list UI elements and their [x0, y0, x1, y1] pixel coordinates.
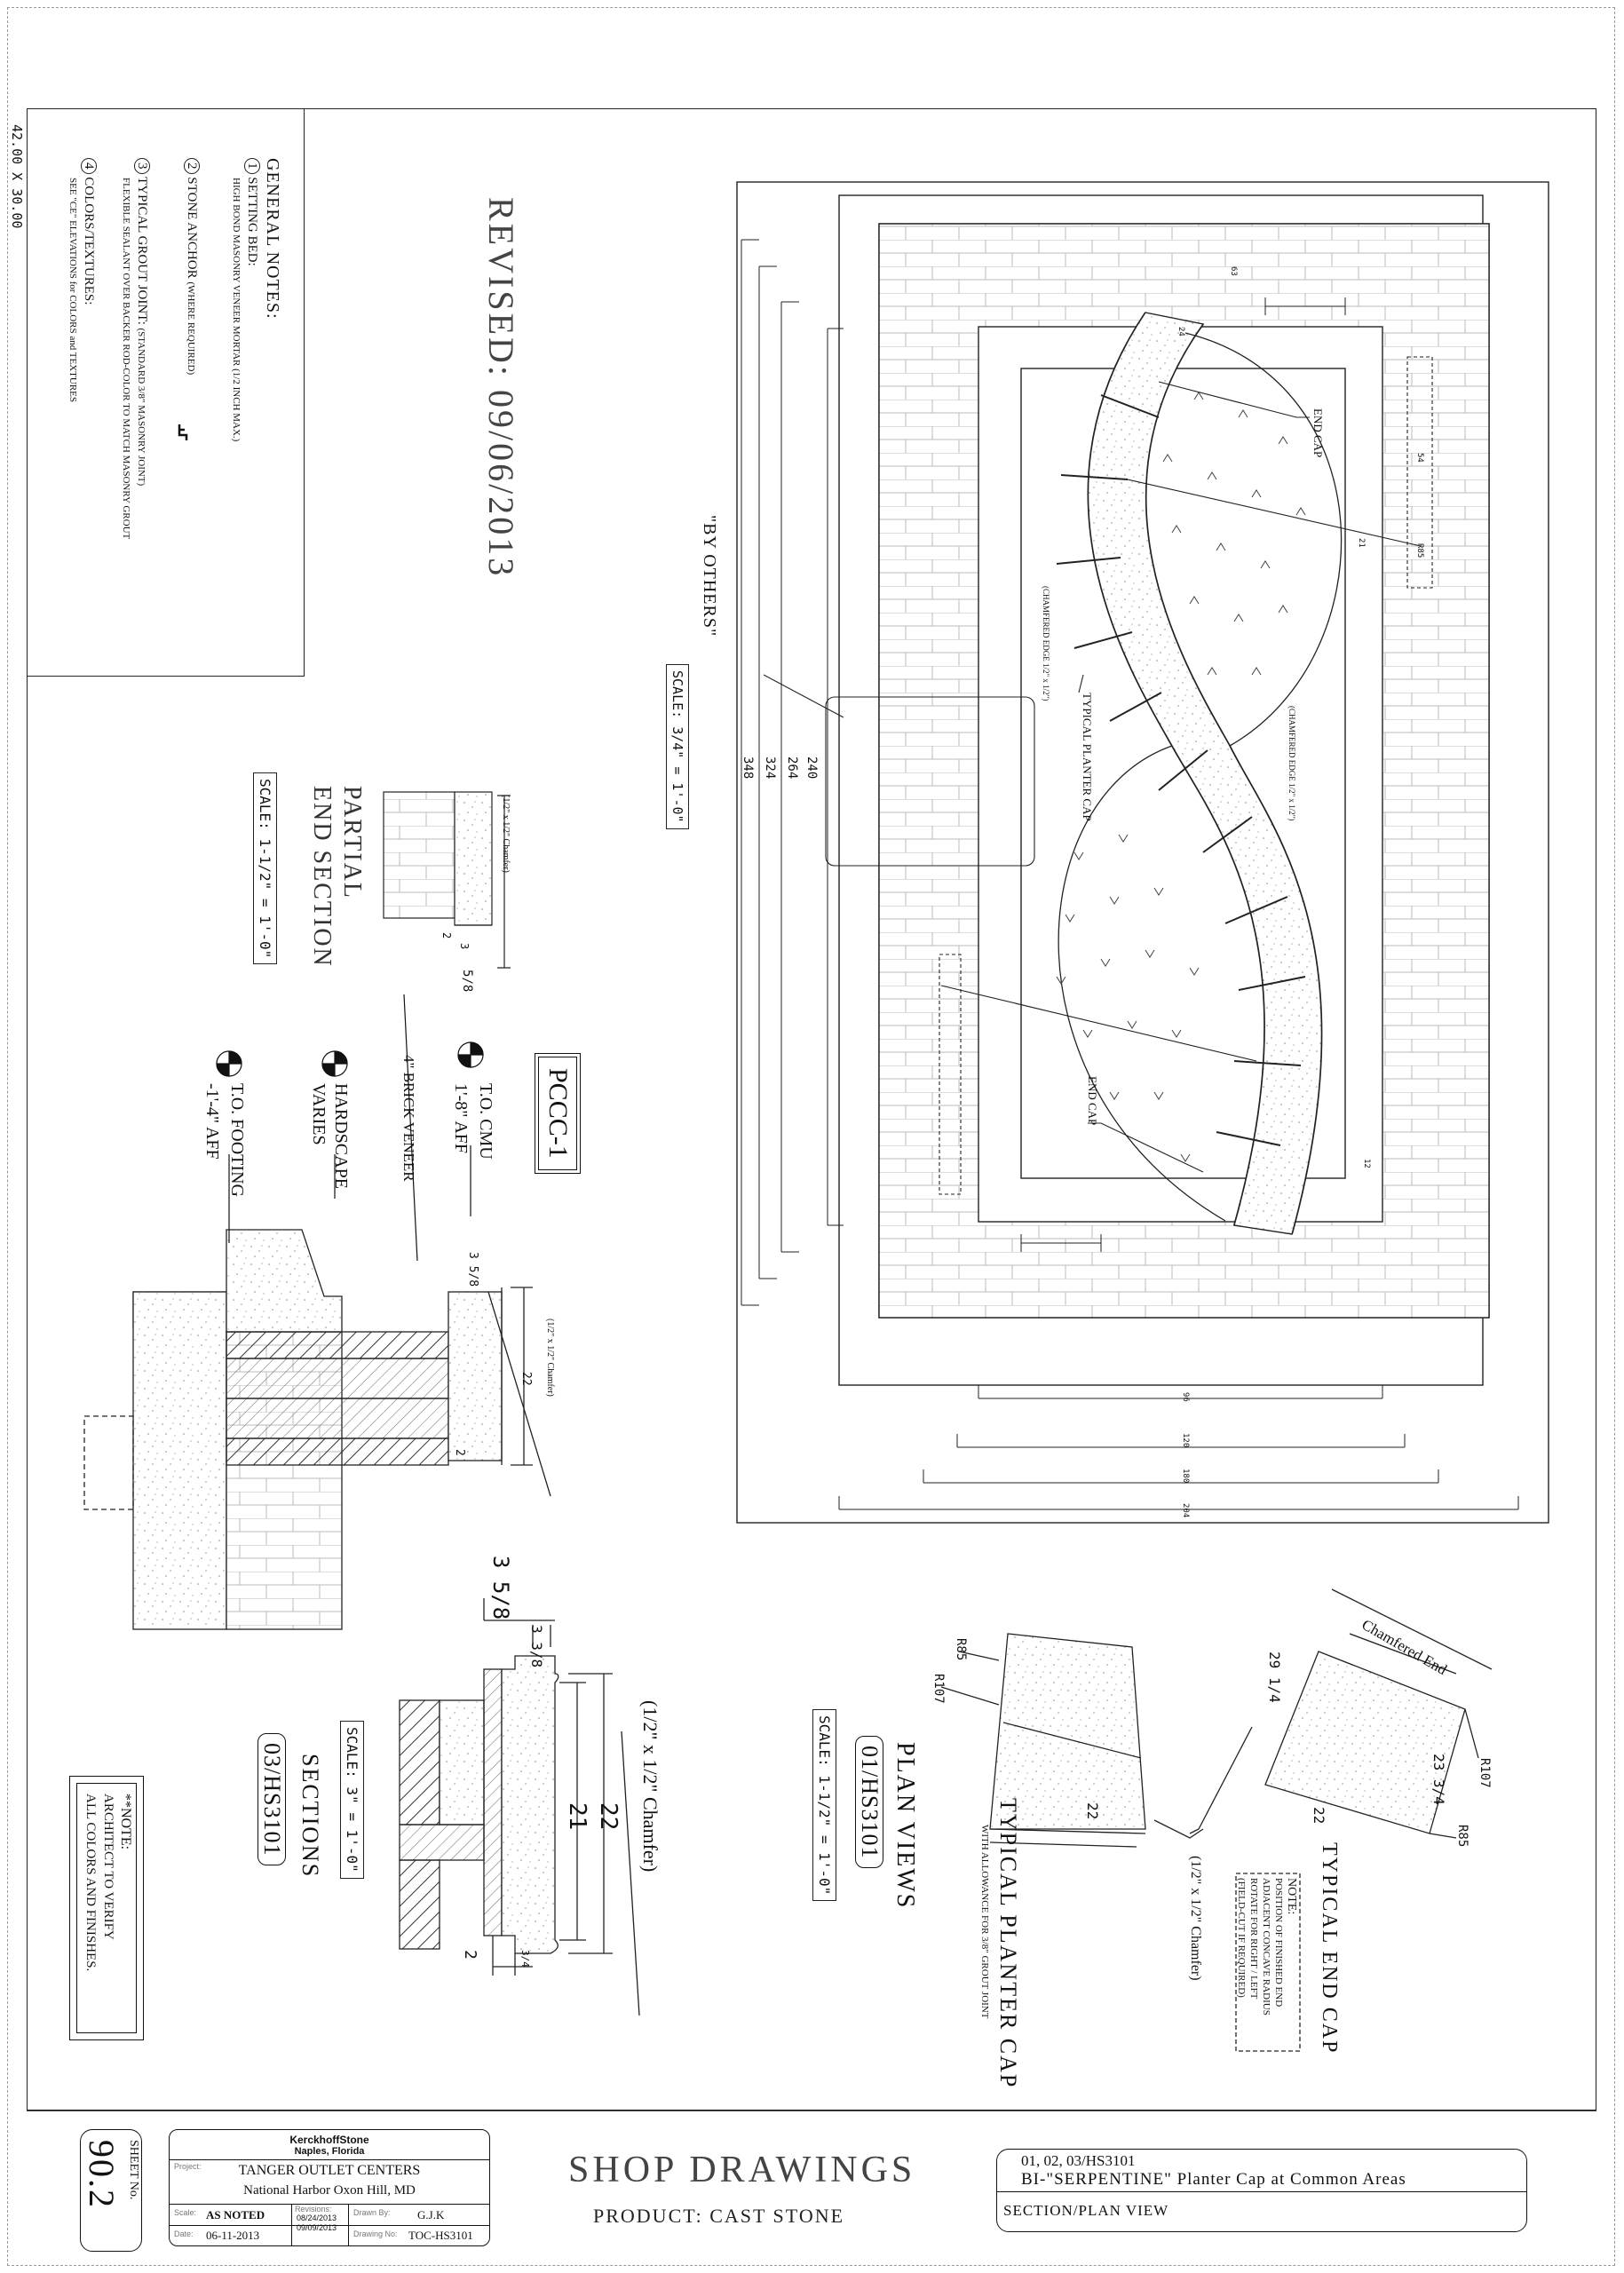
dim-r85: R85 [1415, 543, 1424, 558]
dim-180: 180 [1181, 1469, 1190, 1484]
note-4-title: COLORS/TEXTURES: [82, 177, 96, 305]
project-name: TANGER OUTLET CENTERS [238, 2163, 421, 2178]
sections-dim-3-5-8: 3 5/8 [488, 1556, 513, 1620]
company-name: KerckhoffStone [289, 2134, 369, 2146]
typical-planter-cap-label: TYPICAL PLANTER CAP [1081, 693, 1094, 821]
note-3-detail2: FLEXIBLE SEALANT OVER BACKER ROD-COLOR TO MATCH MASONRY GROUT [121, 178, 131, 540]
plan-dim-r107-b: R107 [1477, 1758, 1492, 1788]
brick-veneer-label: 4" BRICK VENEER [400, 1055, 417, 1182]
dim-348: 348 [741, 756, 755, 780]
dim-12: 12 [1362, 1159, 1371, 1168]
dim-240: 240 [804, 756, 819, 780]
end-section-scale: SCALE: 1-1/2" = 1'-0" [253, 772, 277, 964]
revision-1: 08/24/2013 [297, 2214, 337, 2222]
plan-dim-r107-a: R107 [931, 1674, 946, 1704]
note-1-detail: HIGH BOND MASONRY VENEER MORTAR (1/2 INCH MAX.) [231, 178, 242, 442]
sheet-number: 90.2 [82, 2140, 122, 2209]
dim-120: 120 [1181, 1433, 1190, 1448]
sections-dim-2: 2 [461, 1950, 479, 1960]
hardscape-label: HARDSCAPE [331, 1083, 351, 1189]
date-label: Date: [174, 2229, 194, 2238]
dim-21: 21 [1357, 538, 1366, 548]
dim-96: 96 [1181, 1392, 1190, 1402]
end-cap-note-line-1: POSITION OF FINISHED END [1273, 1878, 1284, 2008]
date-value: 06-11-2013 [206, 2229, 260, 2242]
sections-dim-22: 22 [595, 1802, 622, 1831]
end-section-title-1: PARTIAL [338, 786, 366, 899]
note-2-num: 2 [184, 158, 200, 174]
project-label: Project: [174, 2162, 202, 2171]
plan-views-ref: 01/HS3101 [855, 1736, 883, 1868]
main-section-chamfer: (1/2" x 1/2" Chamfer) [545, 1319, 555, 1397]
company-location: Naples, Florida [294, 2146, 365, 2157]
end-cap-note-line-4: (FIELD-CUT IF REQUIRED) [1236, 1878, 1247, 1998]
note-1-title: SETTING BED: [245, 177, 259, 266]
note-1-num: 1 [244, 158, 260, 174]
tb-divider-1 [169, 2159, 490, 2160]
architect-note-line-2: ALL COLORS AND FINISHES. [83, 1794, 98, 1972]
dim-63: 63 [1229, 266, 1238, 276]
by-others-label: "BY OTHERS" [700, 515, 719, 638]
note-2-title: STONE ANCHOR [185, 177, 199, 279]
to-footing-value: -1'-4" AFF [202, 1083, 222, 1160]
sections-dim-3-3-8: 3 3/8 [528, 1625, 545, 1668]
scale-value: AS NOTED [206, 2208, 265, 2222]
end-cap-top-label: END CAP [1311, 408, 1325, 458]
to-cmu-label: T.O. CMU [476, 1083, 495, 1160]
hardscape-value: VARIES [309, 1083, 329, 1145]
end-section-title-2: END SECTION [308, 786, 336, 968]
dim-324: 324 [763, 756, 777, 780]
end-section-dim-3: 3 [458, 943, 471, 950]
end-section-chamfer: (1/2" x 1/2" Chamfer) [501, 795, 511, 873]
plan-scale: SCALE: 3/4" = 1'-0" [666, 664, 689, 829]
end-cap-note-line-2: ADJACENT CONCAVE RADIUS [1261, 1878, 1271, 2016]
end-section-dim-2: 2 [440, 932, 453, 939]
plan-dim-r85-a: R85 [954, 1638, 968, 1661]
description-divider [996, 2191, 1527, 2192]
plan-dim-23-3-4: 23 3/4 [1430, 1754, 1447, 1805]
drawing-no-label: Drawing No: [353, 2229, 398, 2238]
dim-264: 264 [785, 756, 799, 780]
sections-chamfer: (1/2" x 1/2" Chamfer) [639, 1700, 661, 1873]
note-4-num: 4 [81, 158, 97, 174]
partial-end-section [384, 792, 511, 968]
plan-views-chamfer: (1/2" x 1/2" Chamfer) [1188, 1856, 1203, 1981]
plan-dim-r85-b: R85 [1455, 1825, 1470, 1848]
chamfered-edge-1: (CHAMFERED EDGE 1/2" x 1/2") [1042, 586, 1050, 701]
revised-date: REVISED: 09/06/2013 [481, 197, 521, 579]
end-cap-note-line-3: ROTATE FOR RIGHT / LEFT [1248, 1878, 1259, 2000]
note-3-num: 3 [134, 158, 150, 174]
plan-dim-22-a: 22 [1084, 1802, 1101, 1820]
plan-dim-22-b: 22 [1311, 1807, 1327, 1825]
sheet-label: SHEET No. [127, 2140, 140, 2200]
note-3-title: TYPICAL GROUT JOINT: [135, 176, 149, 325]
sections-title: SECTIONS [297, 1754, 323, 1879]
drawing-description: BI-"SERPENTINE" Planter Cap at Common Areas [1021, 2170, 1406, 2189]
sheet-size-label: 42.00 X 30.00 [9, 124, 25, 229]
product-label: PRODUCT: CAST STONE [593, 2205, 845, 2227]
scale-label: Scale: [174, 2208, 197, 2217]
plan-dim-29-1-4: 29 1/4 [1266, 1651, 1283, 1703]
general-notes-title: GENERAL NOTES: [263, 158, 282, 320]
end-cap-bottom-label: END CAP [1086, 1076, 1099, 1126]
sections-dim-21: 21 [564, 1802, 590, 1831]
sections-ref: 03/HS3101 [257, 1733, 286, 1865]
end-cap-note-title: NOTE: [1285, 1878, 1298, 1915]
architect-note-line-1: ARCHITECT TO VERIFY [101, 1794, 115, 1940]
drawn-by-value: G.J.K [417, 2208, 445, 2222]
project-location: National Harbor Oxon Hill, MD [243, 2183, 416, 2198]
to-footing-label: T.O. FOOTING [227, 1083, 247, 1197]
end-section-dim-5-8: 5/8 [460, 970, 474, 993]
sections-scale: SCALE: 3" = 1'-0" [340, 1721, 364, 1879]
main-section-dim-2: 2 [453, 1449, 466, 1456]
chamfered-end-label: Chamfered End [1359, 1616, 1450, 1679]
main-section [84, 1230, 551, 1629]
with-allowance-note: WITH ALLOWANCE FOR 3/8" GROUT JOINT [979, 1825, 990, 2019]
revision-2: 09/09/2013 [297, 2223, 337, 2232]
typical-end-cap-title: TYPICAL END CAP [1318, 1842, 1341, 2055]
plan-views-scale: SCALE: 1-1/2" = 1'-0" [812, 1709, 836, 1901]
revisions-label: Revisions: [295, 2205, 332, 2214]
pccc-tag: PCCC-1 [538, 1057, 577, 1170]
main-section-dim-3-5-8: 3 5/8 [466, 1252, 479, 1287]
architect-note-title: **NOTE: [118, 1794, 133, 1850]
view-name: SECTION/PLAN VIEW [1003, 2202, 1169, 2219]
shop-drawings-title: SHOP DRAWINGS [568, 2150, 916, 2190]
typical-planter-cap-title: TYPICAL PLANTER CAP [995, 1798, 1021, 2089]
chamfered-edge-2: (CHAMFERED EDGE 1/2" x 1/2") [1287, 706, 1296, 821]
plan-views-title: PLAN VIEWS [891, 1742, 919, 1910]
drawing-no-value: TOC-HS3101 [408, 2229, 473, 2242]
drawn-by-label: Drawn By: [353, 2208, 391, 2217]
sections-dim-3-4: 3/4 [519, 1950, 531, 1968]
note-3-detail: (STANDARD 3/8" MASONRY JOINT) [136, 328, 147, 487]
drawing-refs: 01, 02, 03/HS3101 [1021, 2152, 1136, 2169]
dim-24: 24 [1176, 327, 1185, 337]
to-cmu-value: 1'-8" AFF [451, 1083, 471, 1154]
note-2-detail: (WHERE REQUIRED) [186, 281, 196, 376]
note-4-detail: SEE "CE" ELEVATIONS for COLORS and TEXTURES [67, 178, 78, 403]
dim-204: 204 [1181, 1503, 1190, 1518]
main-section-dim-22: 22 [519, 1372, 533, 1386]
dim-54: 54 [1415, 453, 1424, 463]
